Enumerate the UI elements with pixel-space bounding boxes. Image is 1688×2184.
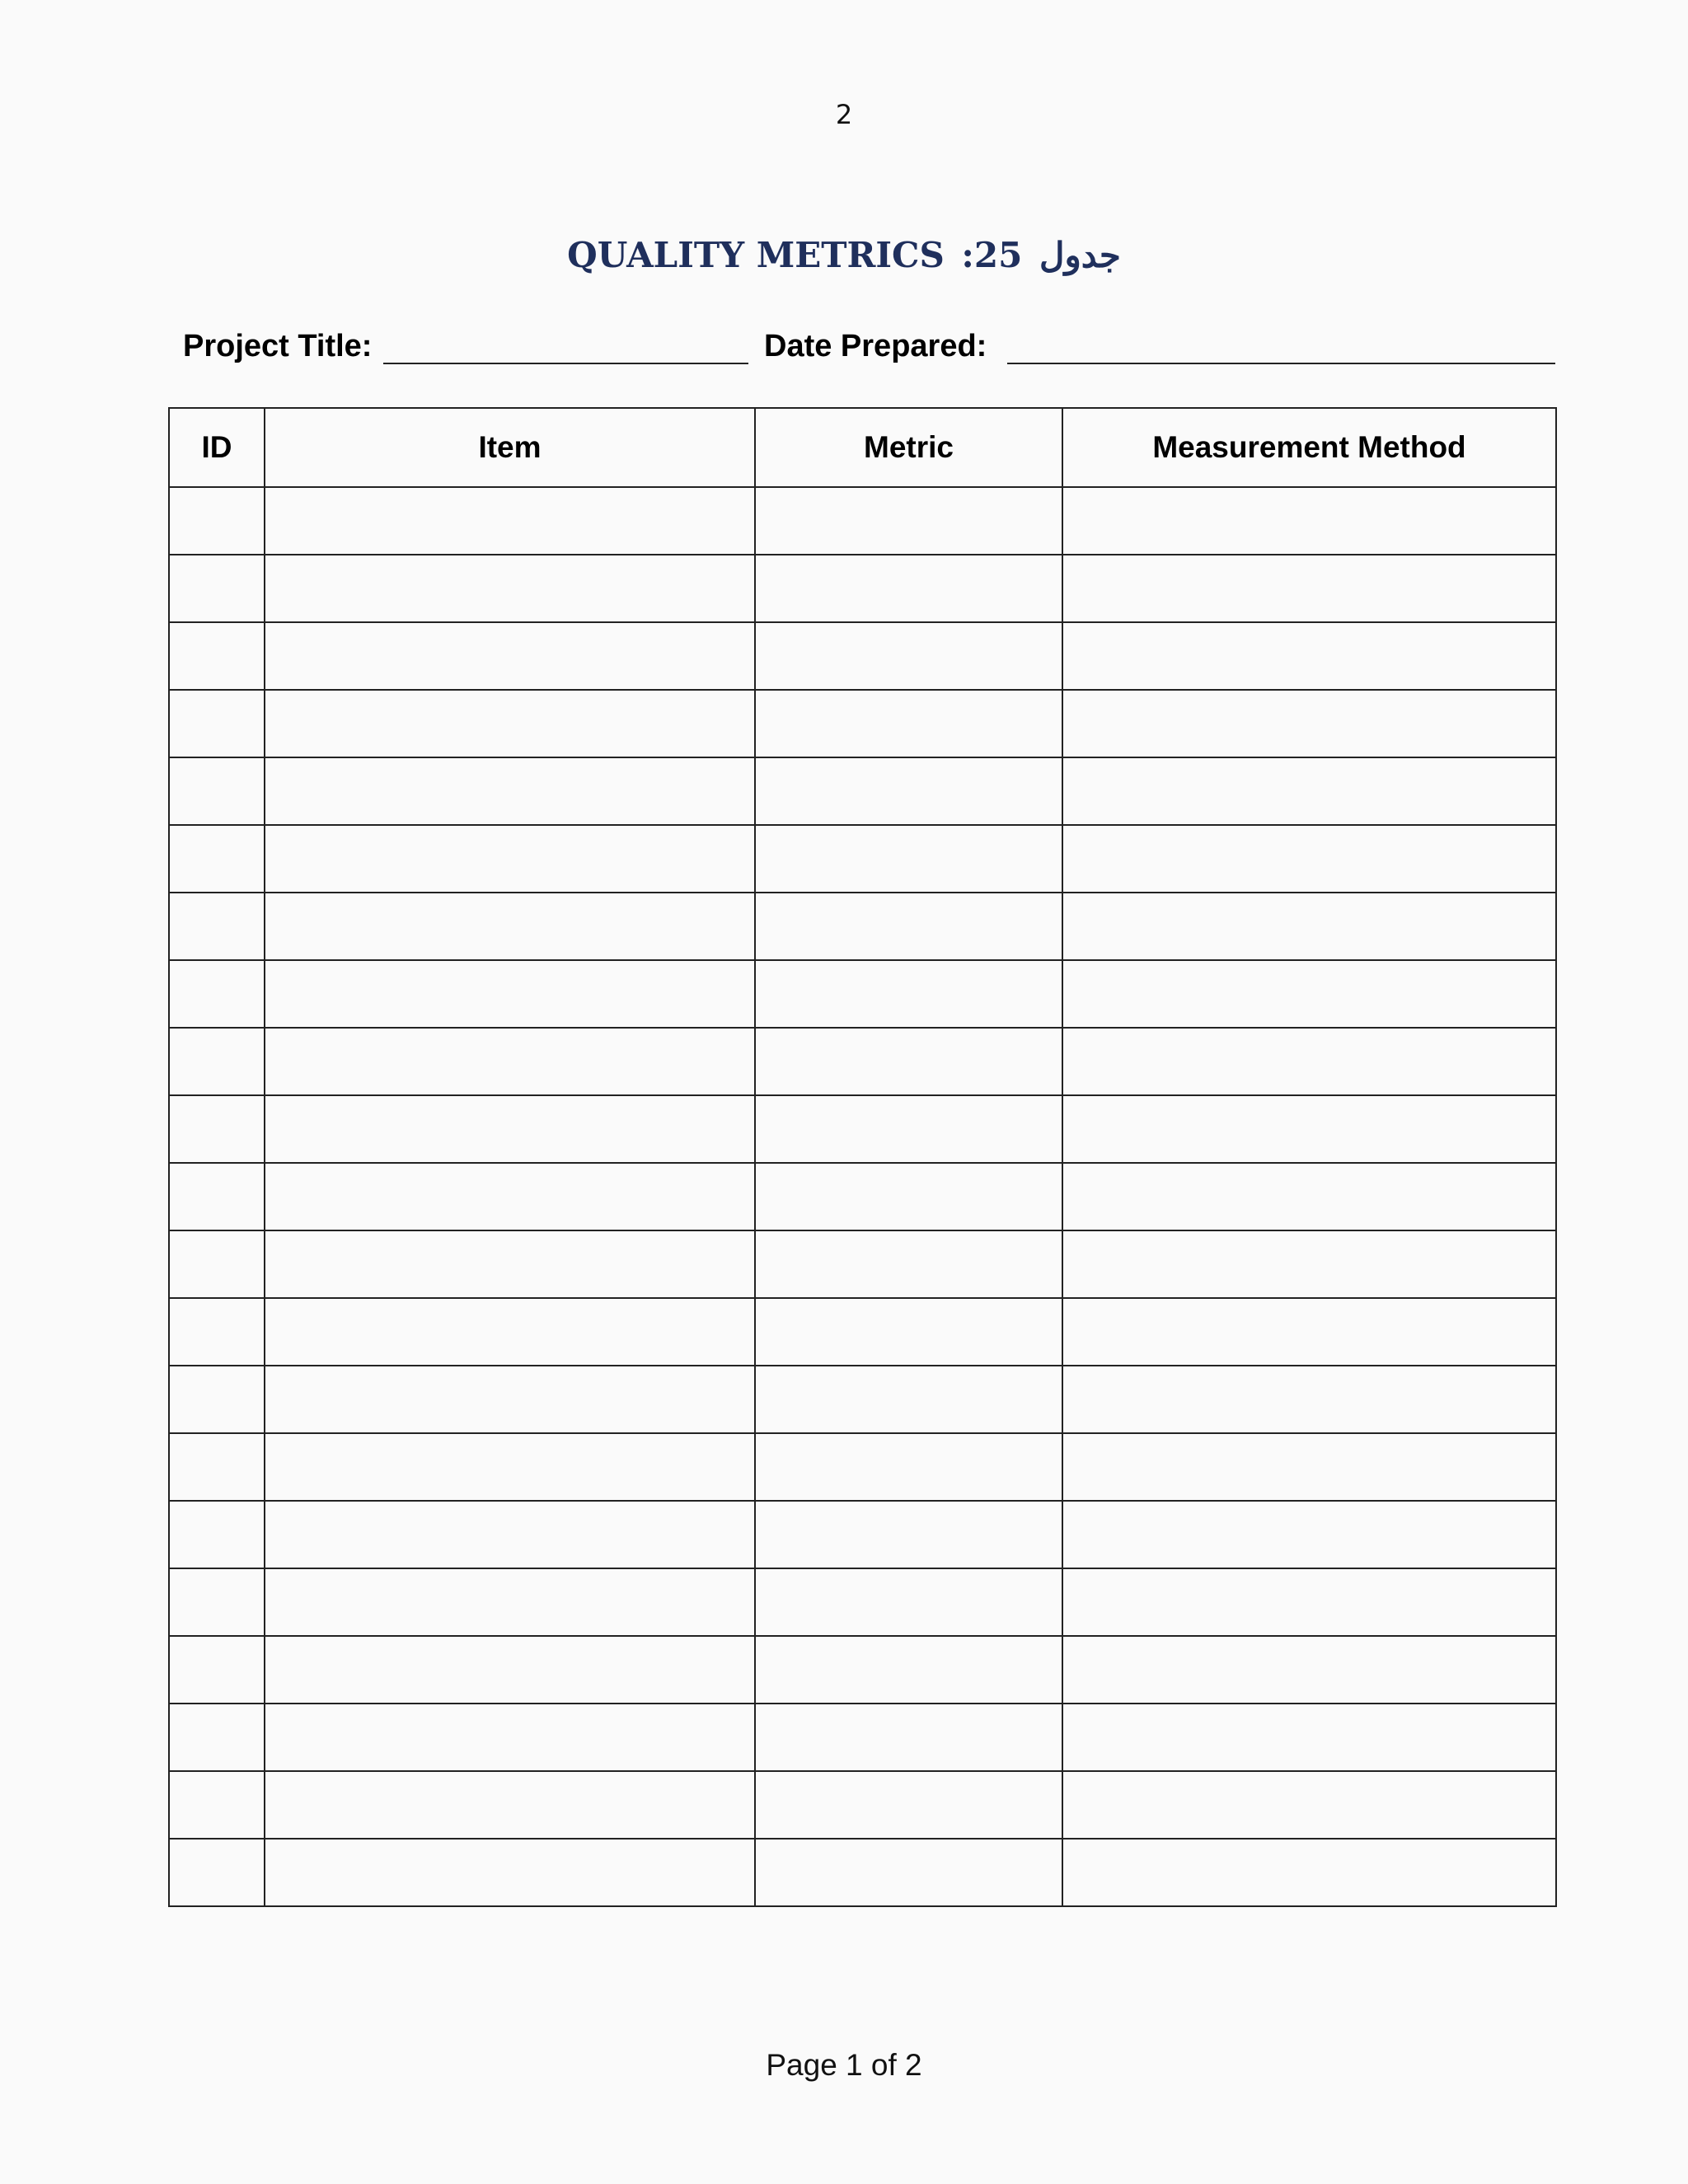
cell-metric[interactable]: [755, 1433, 1062, 1501]
cell-item[interactable]: [265, 690, 755, 757]
quality-metrics-table: [168, 407, 1557, 1907]
cell-metric[interactable]: [755, 825, 1062, 893]
table-row: [169, 960, 1556, 1028]
cell-metric[interactable]: [755, 1568, 1062, 1636]
cell-measurement-method[interactable]: [1062, 1771, 1556, 1839]
table-row: [169, 622, 1556, 690]
cell-item[interactable]: [265, 893, 755, 960]
cell-item[interactable]: [265, 825, 755, 893]
table-row: [169, 825, 1556, 893]
cell-measurement-method[interactable]: [1062, 1839, 1556, 1906]
cell-id[interactable]: [169, 757, 265, 825]
cell-item[interactable]: [265, 1568, 755, 1636]
project-title-field[interactable]: [383, 363, 748, 364]
cell-measurement-method[interactable]: [1062, 960, 1556, 1028]
cell-measurement-method[interactable]: [1062, 1298, 1556, 1366]
title-arabic: جدول: [1039, 235, 1121, 275]
cell-id[interactable]: [169, 1230, 265, 1298]
cell-id[interactable]: [169, 487, 265, 555]
cell-measurement-method[interactable]: [1062, 893, 1556, 960]
cell-id[interactable]: [169, 1568, 265, 1636]
table-header-row: [169, 408, 1556, 487]
column-header-measurement-method: Measurement Method: [1062, 408, 1556, 487]
cell-measurement-method[interactable]: [1062, 1501, 1556, 1568]
cell-item[interactable]: [265, 555, 755, 622]
cell-metric[interactable]: [755, 1839, 1062, 1906]
cell-metric[interactable]: [755, 555, 1062, 622]
cell-item[interactable]: [265, 1704, 755, 1771]
column-header-metric: Metric: [755, 408, 1062, 487]
table-row: [169, 1636, 1556, 1704]
table-row: [169, 1298, 1556, 1366]
date-prepared-field[interactable]: [1007, 363, 1555, 364]
table-row: [169, 690, 1556, 757]
cell-id[interactable]: [169, 893, 265, 960]
cell-id[interactable]: [169, 1839, 265, 1906]
cell-id[interactable]: [169, 1704, 265, 1771]
cell-metric[interactable]: [755, 1771, 1062, 1839]
cell-metric[interactable]: [755, 1230, 1062, 1298]
cell-id[interactable]: [169, 1433, 265, 1501]
column-header-id: ID: [169, 408, 265, 487]
cell-id[interactable]: [169, 825, 265, 893]
project-title-label: Project Title:: [183, 329, 373, 363]
cell-measurement-method[interactable]: [1062, 555, 1556, 622]
cell-metric[interactable]: [755, 487, 1062, 555]
cell-id[interactable]: [169, 1501, 265, 1568]
cell-id[interactable]: [169, 1298, 265, 1366]
table-row: [169, 1163, 1556, 1230]
cell-id[interactable]: [169, 960, 265, 1028]
cell-item[interactable]: [265, 757, 755, 825]
page-number: 2: [835, 99, 853, 130]
cell-measurement-method[interactable]: [1062, 1095, 1556, 1163]
table-row: [169, 487, 1556, 555]
table-row: [169, 1771, 1556, 1839]
table-row: [169, 555, 1556, 622]
table-row: [169, 1433, 1556, 1501]
cell-id[interactable]: [169, 1028, 265, 1095]
cell-metric[interactable]: [755, 1095, 1062, 1163]
cell-item[interactable]: [265, 1298, 755, 1366]
cell-measurement-method[interactable]: [1062, 1568, 1556, 1636]
cell-id[interactable]: [169, 1366, 265, 1433]
cell-metric[interactable]: [755, 960, 1062, 1028]
table-body: [169, 487, 1556, 1906]
cell-measurement-method[interactable]: [1062, 1230, 1556, 1298]
table-row: [169, 757, 1556, 825]
title-english: QUALITY METRICS: [567, 235, 945, 275]
cell-id[interactable]: [169, 1636, 265, 1704]
cell-metric[interactable]: [755, 1298, 1062, 1366]
cell-measurement-method[interactable]: [1062, 1028, 1556, 1095]
cell-item[interactable]: [265, 622, 755, 690]
table-row: [169, 1839, 1556, 1906]
cell-metric[interactable]: [755, 757, 1062, 825]
table-row: [169, 1568, 1556, 1636]
cell-id[interactable]: [169, 1771, 265, 1839]
cell-metric[interactable]: [755, 893, 1062, 960]
cell-item[interactable]: [265, 487, 755, 555]
cell-measurement-method[interactable]: [1062, 1704, 1556, 1771]
cell-metric[interactable]: [755, 1501, 1062, 1568]
cell-item[interactable]: [265, 1771, 755, 1839]
cell-item[interactable]: [265, 1230, 755, 1298]
cell-item[interactable]: [265, 1366, 755, 1433]
cell-id[interactable]: [169, 622, 265, 690]
cell-metric[interactable]: [755, 1636, 1062, 1704]
table-row: [169, 1366, 1556, 1433]
cell-item[interactable]: [265, 1501, 755, 1568]
cell-item[interactable]: [265, 1095, 755, 1163]
cell-id[interactable]: [169, 1095, 265, 1163]
cell-measurement-method[interactable]: [1062, 1636, 1556, 1704]
cell-measurement-method[interactable]: [1062, 757, 1556, 825]
cell-item[interactable]: [265, 1636, 755, 1704]
cell-metric[interactable]: [755, 1704, 1062, 1771]
table-row: [169, 1230, 1556, 1298]
cell-item[interactable]: [265, 960, 755, 1028]
cell-measurement-method[interactable]: [1062, 1163, 1556, 1230]
cell-measurement-method[interactable]: [1062, 487, 1556, 555]
cell-measurement-method[interactable]: [1062, 1366, 1556, 1433]
cell-metric[interactable]: [755, 1028, 1062, 1095]
cell-id[interactable]: [169, 1163, 265, 1230]
cell-measurement-method[interactable]: [1062, 825, 1556, 893]
table-row: [169, 1028, 1556, 1095]
date-prepared-label: Date Prepared:: [764, 329, 987, 363]
table-row: [169, 1704, 1556, 1771]
cell-item[interactable]: [265, 1028, 755, 1095]
cell-id[interactable]: [169, 690, 265, 757]
cell-item[interactable]: [265, 1163, 755, 1230]
title-table-number: :25: [961, 235, 1023, 275]
cell-metric[interactable]: [755, 1366, 1062, 1433]
cell-metric[interactable]: [755, 690, 1062, 757]
cell-measurement-method[interactable]: [1062, 690, 1556, 757]
document-title: [0, 235, 1688, 275]
cell-id[interactable]: [169, 555, 265, 622]
page-footer: Page 1 of 2: [766, 2048, 922, 2082]
cell-measurement-method[interactable]: [1062, 1433, 1556, 1501]
cell-metric[interactable]: [755, 622, 1062, 690]
header-fields: [183, 326, 1555, 367]
cell-item[interactable]: [265, 1839, 755, 1906]
cell-metric[interactable]: [755, 1163, 1062, 1230]
table-row: [169, 1095, 1556, 1163]
cell-item[interactable]: [265, 1433, 755, 1501]
table-row: [169, 1501, 1556, 1568]
column-header-item: Item: [265, 408, 755, 487]
table-row: [169, 893, 1556, 960]
cell-measurement-method[interactable]: [1062, 622, 1556, 690]
